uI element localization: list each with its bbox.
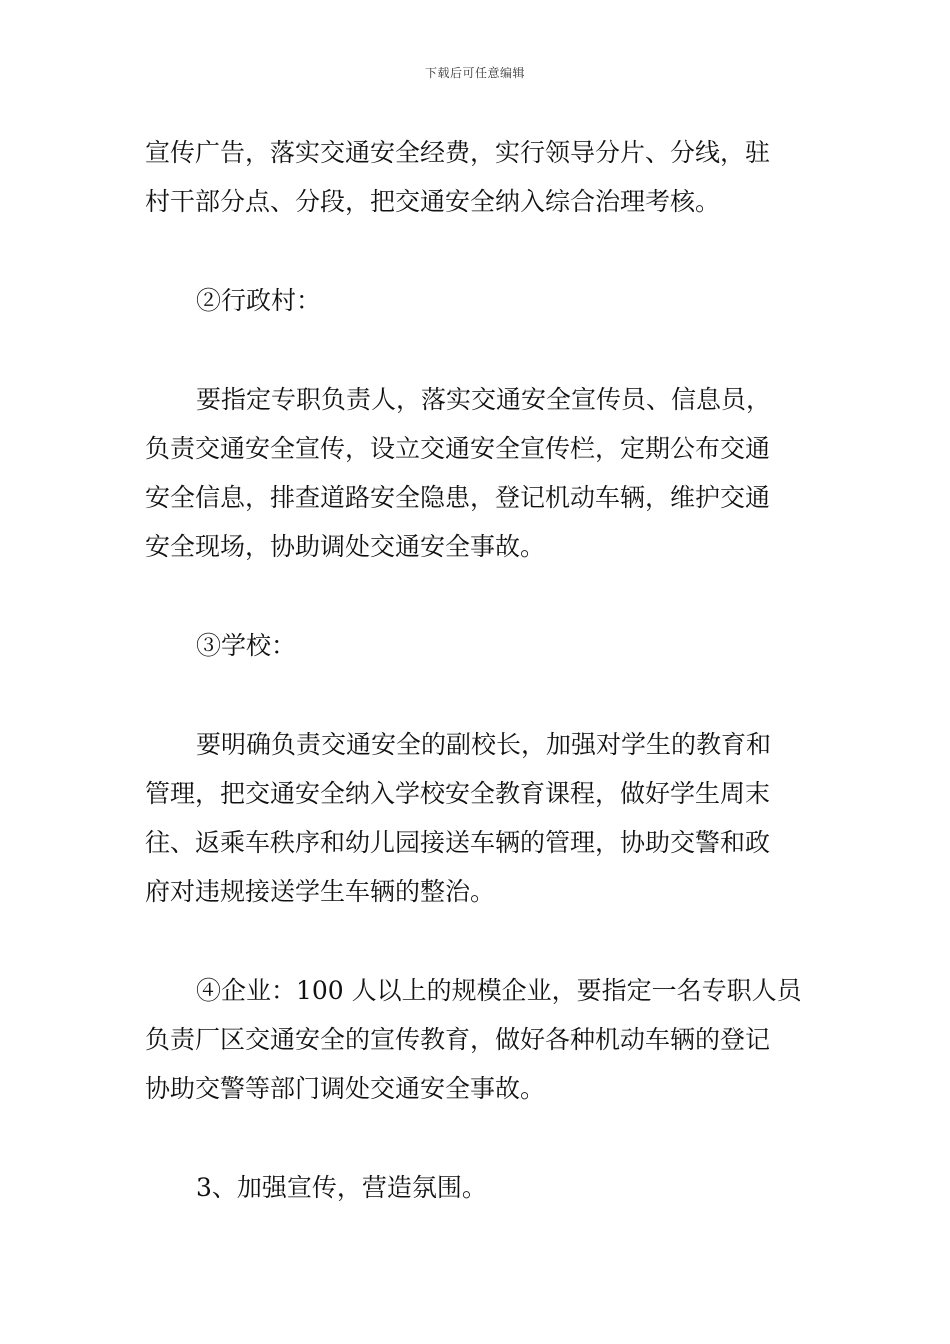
page-header: 下载后可任意编辑 xyxy=(424,66,525,80)
text-line: ④企业：100 人以上的规模企业，要指定一名专职人员 xyxy=(196,976,802,1005)
text-line: 负责厂区交通安全的宣传教育，做好各种机动车辆的登记 xyxy=(145,1025,771,1054)
paragraph-3 xyxy=(145,375,807,571)
text-line: 宣传广告，落实交通安全经费，实行领导分片、分线，驻 xyxy=(145,138,771,167)
section-heading: ②行政村： xyxy=(196,286,322,315)
text-line: 要指定专职负责人，落实交通安全宣传员、信息员， xyxy=(196,385,772,414)
paragraph-5 xyxy=(145,720,807,916)
paragraph-4-heading xyxy=(145,621,807,670)
section-heading: 3、加强宣传，营造氛围。 xyxy=(196,1173,487,1202)
text-line: 管理，把交通安全纳入学校安全教育课程，做好学生周末 xyxy=(145,779,771,808)
text-line: 府对违规接送学生车辆的整治。 xyxy=(145,877,496,906)
paragraph-gap xyxy=(145,325,807,375)
paragraph-7 xyxy=(145,1163,807,1212)
text-line: 负责交通安全宣传，设立交通安全宣传栏，定期公布交通 xyxy=(145,434,771,463)
paragraph-2-heading xyxy=(145,276,807,325)
paragraph-gap xyxy=(145,916,807,966)
text-line: 安全现场，协助调处交通安全事故。 xyxy=(145,532,546,561)
paragraph-gap xyxy=(145,571,807,621)
paragraph-6 xyxy=(145,966,807,1113)
paragraph-gap xyxy=(145,1113,807,1163)
text-line: 要明确负责交通安全的副校长，加强对学生的教育和 xyxy=(196,730,772,759)
paragraph-1 xyxy=(145,128,807,226)
text-line: 往、返乘车秩序和幼儿园接送车辆的管理，协助交警和政 xyxy=(145,828,771,857)
text-line: 村干部分点、分段，把交通安全纳入综合治理考核。 xyxy=(145,187,721,216)
document-body xyxy=(145,128,807,1212)
section-heading: ③学校： xyxy=(196,631,297,660)
paragraph-gap xyxy=(145,670,807,720)
text-line: 协助交警等部门调处交通安全事故。 xyxy=(145,1074,546,1103)
paragraph-gap xyxy=(145,226,807,276)
text-line: 安全信息，排查道路安全隐患，登记机动车辆，维护交通 xyxy=(145,483,771,512)
